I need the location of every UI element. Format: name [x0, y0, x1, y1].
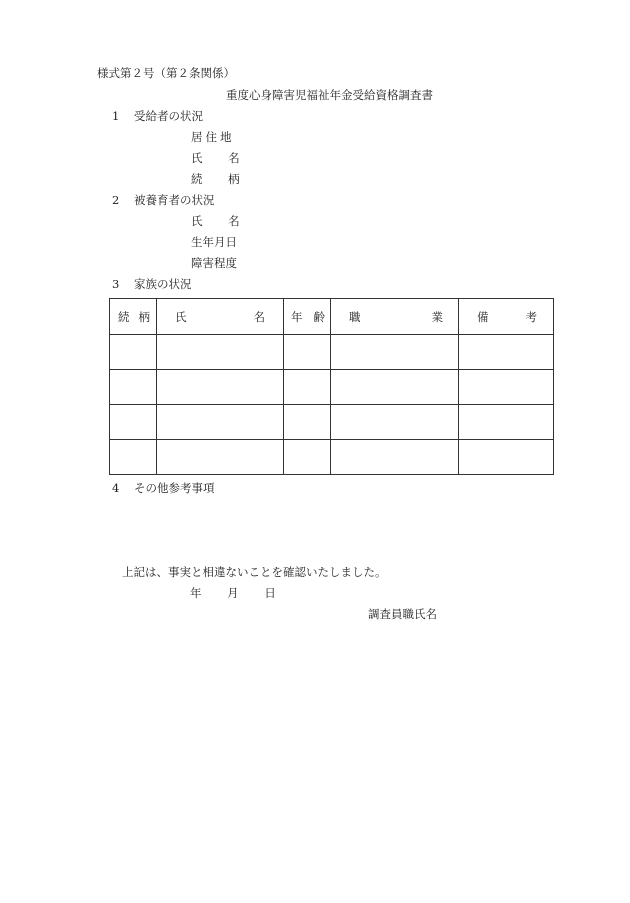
- dependent-birthdate-label: 生年月日: [191, 235, 237, 249]
- header-name: 氏 名: [157, 299, 284, 335]
- form-number: 様式第２号（第２条関係）: [97, 66, 235, 80]
- confirmation-statement: 上記は、事実と相違ないことを確認いたしました。: [122, 565, 387, 579]
- table-row: [110, 370, 554, 405]
- table-row: [110, 440, 554, 475]
- table-cell[interactable]: [459, 440, 554, 475]
- section-1-number: 1: [112, 109, 120, 123]
- table-row: [110, 335, 554, 370]
- table-cell[interactable]: [110, 335, 157, 370]
- header-occupation: 職 業: [331, 299, 459, 335]
- dependent-disability-label: 障害程度: [191, 256, 237, 270]
- recipient-address-label: 居住地: [191, 130, 235, 144]
- recipient-name-label-first: 氏: [191, 151, 203, 165]
- table-cell[interactable]: [284, 405, 331, 440]
- date-line: [190, 588, 276, 600]
- recipient-relation-label: [191, 174, 240, 186]
- date-year-label: 年: [190, 586, 202, 600]
- table-cell[interactable]: [331, 440, 459, 475]
- table-cell[interactable]: [459, 405, 554, 440]
- section-2-heading: 被養育者の状況: [134, 193, 215, 207]
- section-2-number: 2: [112, 193, 120, 207]
- table-cell[interactable]: [157, 405, 284, 440]
- section-4-heading: その他参考事項: [134, 481, 215, 495]
- recipient-name-label: [191, 153, 240, 165]
- dependent-name-label: [191, 216, 240, 228]
- investigator-label: 調査員職氏名: [368, 607, 437, 621]
- table-cell[interactable]: [157, 440, 284, 475]
- table-cell[interactable]: [459, 335, 554, 370]
- recipient-name-label-second: 名: [228, 151, 240, 165]
- section-3-heading: 家族の状況: [134, 277, 192, 291]
- header-age: 年 齢: [284, 299, 331, 335]
- recipient-relation-label-second: 柄: [228, 172, 240, 186]
- table-cell[interactable]: [284, 440, 331, 475]
- table-cell[interactable]: [157, 335, 284, 370]
- table-cell[interactable]: [331, 405, 459, 440]
- table-cell[interactable]: [110, 405, 157, 440]
- dependent-name-label-first: 氏: [191, 214, 203, 228]
- date-month-label: 月: [227, 586, 239, 600]
- section-1-heading: 受給者の状況: [134, 109, 203, 123]
- table-cell[interactable]: [284, 370, 331, 405]
- document-title: 重度心身障害児福祉年金受給資格調査書: [226, 88, 433, 102]
- table-cell[interactable]: [284, 335, 331, 370]
- table-cell[interactable]: [459, 370, 554, 405]
- dependent-name-label-second: 名: [228, 214, 240, 228]
- table-cell[interactable]: [110, 440, 157, 475]
- family-table: [109, 298, 554, 475]
- family-table-header-row: [110, 299, 554, 335]
- recipient-relation-label-first: 続: [191, 172, 203, 186]
- header-remarks: 備 考: [459, 299, 554, 335]
- header-relation: 続 柄: [110, 299, 157, 335]
- table-cell[interactable]: [110, 370, 157, 405]
- date-day-label: 日: [264, 586, 276, 600]
- table-row: [110, 405, 554, 440]
- table-cell[interactable]: [157, 370, 284, 405]
- table-cell[interactable]: [331, 370, 459, 405]
- section-3-number: 3: [112, 277, 120, 291]
- section-4-number: 4: [112, 481, 120, 495]
- table-cell[interactable]: [331, 335, 459, 370]
